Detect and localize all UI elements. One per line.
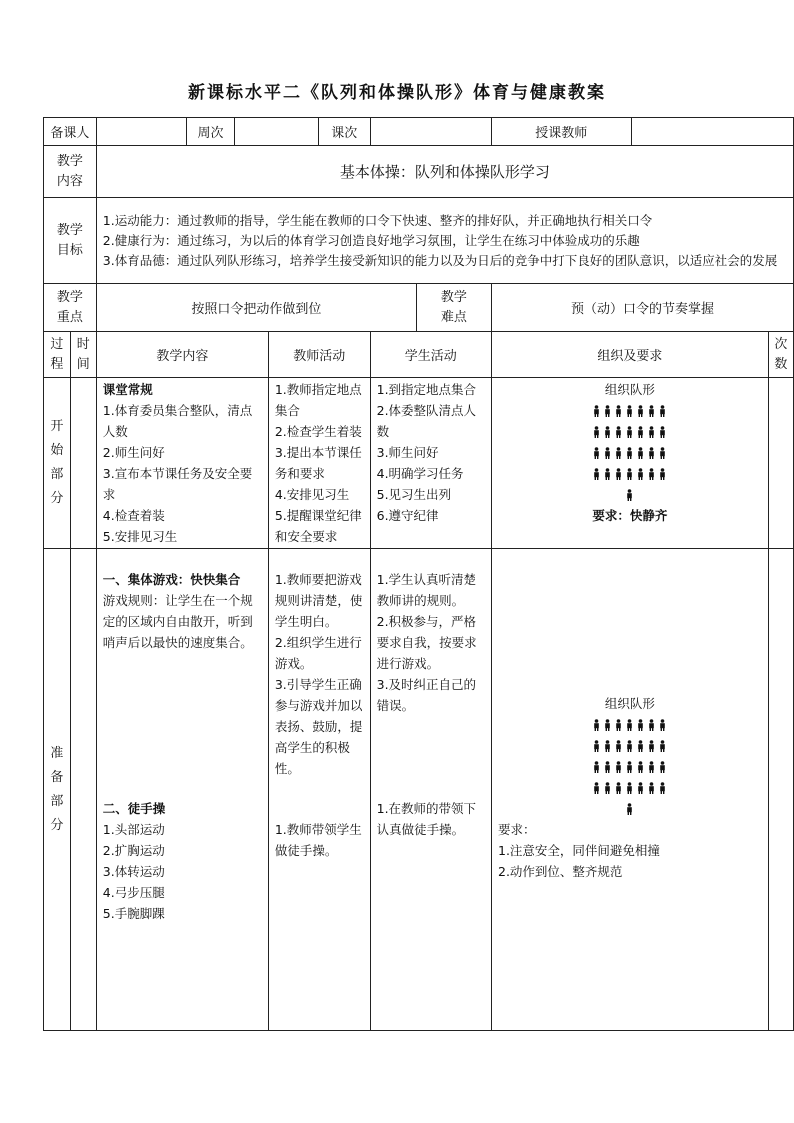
lesson-plan-table xyxy=(43,117,794,1031)
keypoints-value: 按照口令把动作做到位 xyxy=(96,284,416,332)
person-icon xyxy=(613,738,624,752)
prep-game-teacher-item: 2.组织学生进行游戏。 xyxy=(274,635,362,671)
teacher-value xyxy=(631,118,793,146)
person-icon xyxy=(591,738,602,752)
start-student-item: 3.师生问好 xyxy=(376,445,439,460)
start-teacher-item: 2.检查学生着装 xyxy=(274,424,362,439)
week-label: 周次 xyxy=(186,118,234,146)
col-count xyxy=(768,332,793,378)
prep-game-rule: 游戏规则：让学生在一个规定的区域内自由散开，听到哨声后以最快的速度集合。 xyxy=(102,593,253,650)
start-student xyxy=(370,378,491,549)
person-icon xyxy=(591,780,602,794)
prep-org-req-item: 1.注意安全，同伴间避免相撞 xyxy=(498,843,660,858)
person-icon xyxy=(624,466,635,480)
person-icon xyxy=(657,445,668,459)
person-icon xyxy=(657,424,668,438)
keypoints-label xyxy=(44,284,97,332)
person-icon xyxy=(613,780,624,794)
difficulty-value: 预（动）口令的节奏掌握 xyxy=(492,284,794,332)
prep-section-row xyxy=(44,549,794,1031)
col-org: 组织及要求 xyxy=(492,332,769,378)
prep-exercise-student: 1.在教师的带领下认真做徒手操。 xyxy=(376,801,477,837)
prep-teacher-spacer xyxy=(275,779,364,819)
start-section-row xyxy=(44,378,794,549)
person-icon xyxy=(602,759,613,773)
start-content-item: 5.安排见习生 xyxy=(102,529,178,544)
person-icon xyxy=(657,759,668,773)
person-icon xyxy=(657,466,668,480)
start-content-heading: 课堂常规 xyxy=(102,382,153,397)
start-teacher-item: 4.安排见习生 xyxy=(274,487,350,502)
person-icon xyxy=(591,403,602,417)
person-icon xyxy=(591,424,602,438)
objective-item: 3.体育品德：通过队列队形练习，培养学生接受新知识的能力以及为日后的竞争中打下良好的团队意识，以适应社会的发展 xyxy=(102,252,778,268)
person-icon xyxy=(635,738,646,752)
person-icon xyxy=(602,424,613,438)
person-icon xyxy=(624,424,635,438)
person-icon xyxy=(602,403,613,417)
col-time-text: 时间 xyxy=(76,336,90,372)
person-icon xyxy=(602,466,613,480)
start-content-item: 2.师生问好 xyxy=(102,445,165,460)
prep-game-student-item: 3.及时纠正自己的错误。 xyxy=(376,677,477,713)
objective-item: 1.运动能力：通过教师的指导，学生能在教师的口令下快速、整齐的排好队，并正确地执行相关口令 xyxy=(102,212,653,228)
prep-org-req-item: 2.动作到位、整齐规范 xyxy=(498,864,623,879)
start-teacher-item: 3.提出本节课任务和要求 xyxy=(274,445,362,481)
start-student-item: 2.体委整队清点人数 xyxy=(376,403,477,439)
formation-row xyxy=(498,442,762,463)
start-teacher-item: 5.提醒课堂纪律和安全要求 xyxy=(274,508,362,544)
person-icon xyxy=(591,445,602,459)
person-icon xyxy=(602,445,613,459)
prep-exercise-item: 4.弓步压腿 xyxy=(102,885,165,900)
start-content xyxy=(96,378,268,549)
col-content: 教学内容 xyxy=(96,332,268,378)
person-icon xyxy=(602,717,613,731)
col-process-text: 过程 xyxy=(50,336,64,372)
person-icon xyxy=(646,738,657,752)
prep-student xyxy=(370,549,491,1031)
person-icon xyxy=(613,466,624,480)
start-org-title: 组织队形 xyxy=(604,382,655,397)
start-count xyxy=(768,378,793,549)
prep-game-heading: 一、集体游戏：快快集合 xyxy=(102,572,241,587)
start-phase-text: 开始部分 xyxy=(50,419,64,506)
prep-org-req-label: 要求： xyxy=(498,822,536,837)
keypoints-row xyxy=(44,284,794,332)
prep-org-title: 组织队形 xyxy=(604,696,655,711)
person-icon xyxy=(635,403,646,417)
formation-row xyxy=(498,463,762,484)
difficulty-label xyxy=(416,284,491,332)
person-icon xyxy=(657,403,668,417)
prep-exercise-item: 5.手腕脚踝 xyxy=(102,906,165,921)
start-teacher-item: 1.教师指定地点集合 xyxy=(274,382,362,418)
col-student: 学生活动 xyxy=(370,332,491,378)
column-header-row xyxy=(44,332,794,378)
prep-org xyxy=(492,549,769,1031)
prep-exercise-item: 1.头部运动 xyxy=(102,822,165,837)
content-label-text: 教学内容 xyxy=(56,153,83,189)
person-icon xyxy=(635,424,646,438)
start-content-item: 1.体育委员集合整队，清点人数 xyxy=(102,403,253,439)
prep-content-spacer xyxy=(103,653,262,798)
person-icon xyxy=(635,780,646,794)
formation-row xyxy=(498,756,762,777)
person-icon xyxy=(624,487,635,501)
person-icon xyxy=(591,466,602,480)
person-icon xyxy=(613,759,624,773)
objectives-label xyxy=(44,198,97,284)
person-icon xyxy=(635,759,646,773)
person-icon xyxy=(657,717,668,731)
start-time xyxy=(70,378,96,549)
person-icon xyxy=(635,445,646,459)
person-icon xyxy=(613,445,624,459)
prep-phase xyxy=(44,549,71,1031)
formation-teacher xyxy=(498,484,762,505)
start-student-item: 4.明确学习任务 xyxy=(376,466,464,481)
col-count-text: 次数 xyxy=(774,336,788,372)
start-student-item: 1.到指定地点集合 xyxy=(376,382,477,397)
formation-row xyxy=(498,400,762,421)
person-icon xyxy=(624,780,635,794)
col-time xyxy=(70,332,96,378)
person-icon xyxy=(624,445,635,459)
person-icon xyxy=(646,717,657,731)
prep-content xyxy=(96,549,268,1031)
person-icon xyxy=(591,759,602,773)
prep-game-student-item: 1.学生认真听清楚教师讲的规则。 xyxy=(376,572,477,608)
person-icon xyxy=(613,403,624,417)
person-icon xyxy=(646,445,657,459)
prep-exercise-teacher: 1.教师带领学生做徒手操。 xyxy=(274,822,362,858)
person-icon xyxy=(602,738,613,752)
start-org xyxy=(492,378,769,549)
person-icon xyxy=(646,424,657,438)
start-org-requirement: 要求：快静齐 xyxy=(592,508,668,523)
person-icon xyxy=(624,759,635,773)
week-value xyxy=(235,118,319,146)
start-student-item: 5.见习生出列 xyxy=(376,487,452,502)
start-content-item: 3.宣布本节课任务及安全要求 xyxy=(102,466,253,502)
lesson-label: 课次 xyxy=(318,118,370,146)
keypoints-label-text: 教学重点 xyxy=(56,289,83,325)
person-icon xyxy=(624,403,635,417)
objectives-label-text: 教学目标 xyxy=(56,222,83,258)
content-row xyxy=(44,146,794,198)
formation-row xyxy=(498,735,762,756)
content-label xyxy=(44,146,97,198)
start-content-item: 4.检查着装 xyxy=(102,508,165,523)
person-icon xyxy=(635,466,646,480)
start-student-item: 6.遵守纪律 xyxy=(376,508,439,523)
prep-exercise-item: 2.扩胸运动 xyxy=(102,843,165,858)
person-icon xyxy=(613,717,624,731)
prep-student-spacer xyxy=(377,716,485,798)
formation-teacher xyxy=(498,798,762,819)
objectives-row xyxy=(44,198,794,284)
prep-time xyxy=(70,549,96,1031)
header-row xyxy=(44,118,794,146)
person-icon xyxy=(646,466,657,480)
person-icon xyxy=(624,738,635,752)
teacher-label: 授课教师 xyxy=(492,118,632,146)
person-icon xyxy=(646,403,657,417)
objective-item: 2.健康行为：通过练习，为以后的体育学习创造良好地学习氛围，让学生在练习中体验成功的乐趣 xyxy=(102,232,640,248)
person-icon xyxy=(646,759,657,773)
prep-count xyxy=(768,549,793,1031)
prep-game-teacher-item: 1.教师要把游戏规则讲清楚，使学生明白。 xyxy=(274,572,363,629)
objectives-list xyxy=(96,198,793,284)
person-icon xyxy=(591,717,602,731)
difficulty-label-text: 教学难点 xyxy=(440,289,467,325)
person-icon xyxy=(624,717,635,731)
preparer-label: 备课人 xyxy=(44,118,97,146)
preparer-value xyxy=(96,118,186,146)
formation-row xyxy=(498,777,762,798)
prep-game-teacher-item: 3.引导学生正确参与游戏并加以表扬、鼓励，提高学生的积极性。 xyxy=(274,677,363,776)
formation-row xyxy=(498,714,762,735)
col-teacher: 教师活动 xyxy=(268,332,370,378)
person-icon xyxy=(646,780,657,794)
formation-row xyxy=(498,421,762,442)
prep-teacher xyxy=(268,549,370,1031)
content-value: 基本体操：队列和体操队形学习 xyxy=(96,146,793,198)
lesson-value xyxy=(370,118,491,146)
start-teacher xyxy=(268,378,370,549)
person-icon xyxy=(624,801,635,815)
page-title: 新课标水平二《队列和体操队形》体育与健康教案 xyxy=(188,83,606,103)
person-icon xyxy=(613,424,624,438)
start-phase xyxy=(44,378,71,549)
person-icon xyxy=(657,738,668,752)
prep-exercise-item: 3.体转运动 xyxy=(102,864,165,879)
prep-phase-text: 准备部分 xyxy=(50,745,64,833)
prep-game-student-item: 2.积极参与，严格要求自我，按要求进行游戏。 xyxy=(376,614,477,671)
person-icon xyxy=(602,780,613,794)
person-icon xyxy=(657,780,668,794)
prep-exercise-heading: 二、徒手操 xyxy=(102,801,166,816)
person-icon xyxy=(635,717,646,731)
col-process xyxy=(44,332,71,378)
